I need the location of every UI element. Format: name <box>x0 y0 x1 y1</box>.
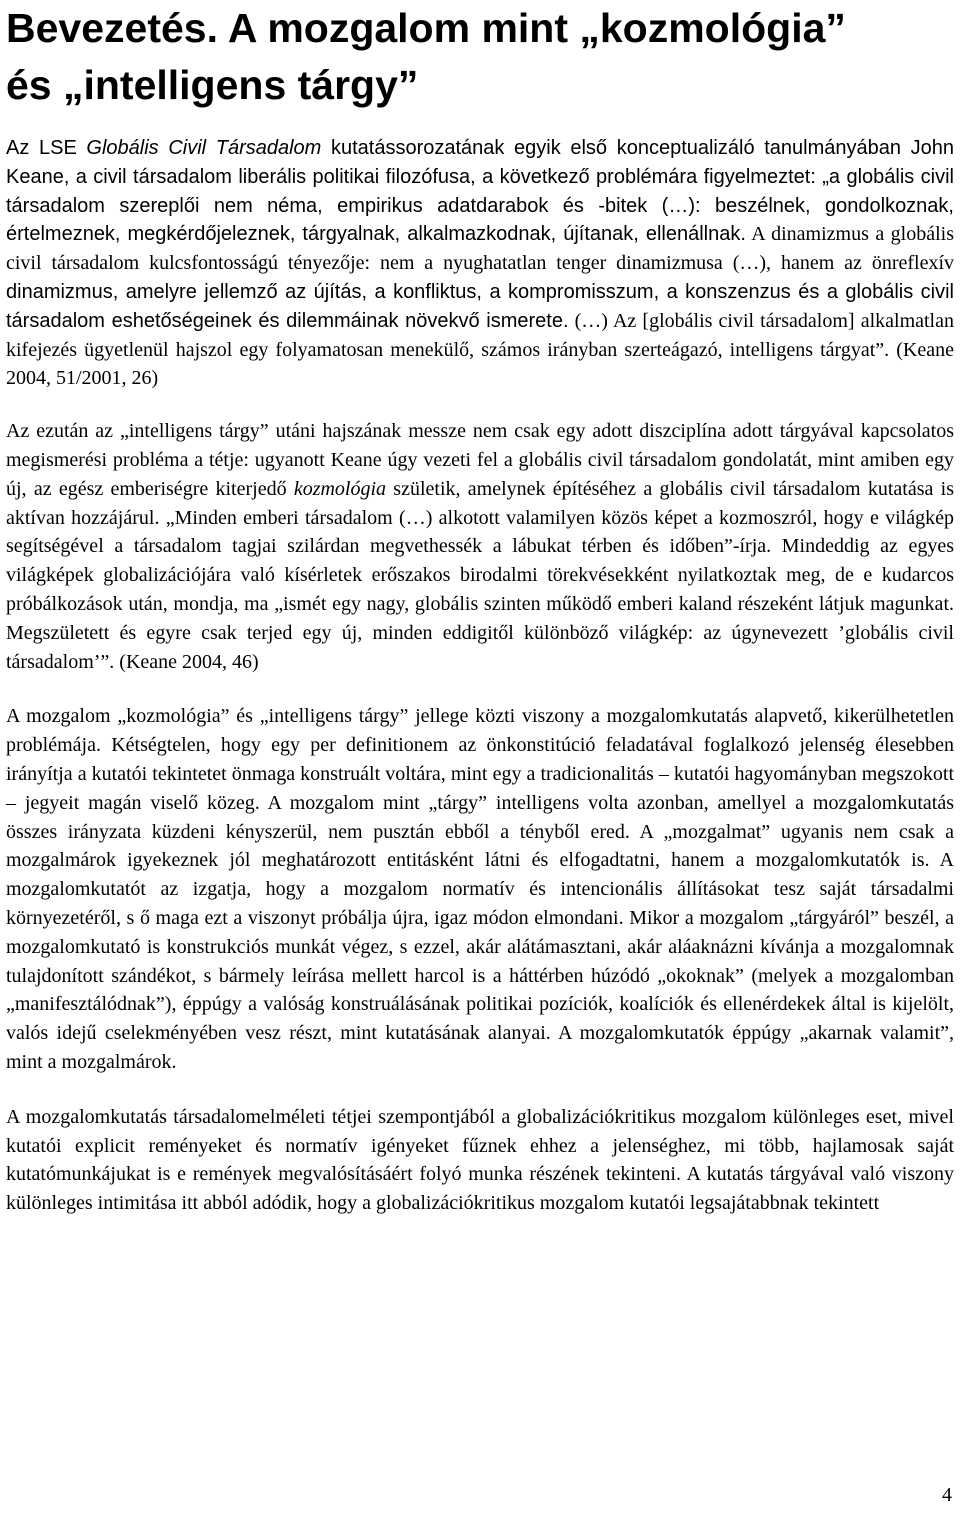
title-line-1: Bevezetés. A mozgalom mint „kozmológia” <box>6 5 846 51</box>
page-title <box>6 0 954 114</box>
paragraph-1-series-title: Globális Civil Társadalom <box>86 137 322 159</box>
document-page <box>6 0 954 1218</box>
paragraph-1-quote-after: kutatássorozatának egyik első konceptualizáló tanulmányában John Keane, a civil társadalom liberális politikai filozófusa, a következő problémára figyelmeztet: „a globális civil társadalom szereplői nem néma, empirikus adatdarabok és -bitek (…): beszélnek, gondolkoznak, értelmeznek, megkérdőjeleznek, tárgyalnak, alkalmazkodnak, újítanak, ellenállnak. <box>6 137 954 246</box>
paragraph-4: A mozgalomkutatás társadalomelméleti tétjei szempontjából a globalizációkritikus mozgalom különleges eset, mivel kutatói explicit reményeket és normatív igényeket fűznek ehhez a jelenséghez, mi több, hajlamosak saját kutatómunkájukat is e remények megvalósításáért folyó munka részének tekinteni. A kutatás tárgyával való viszony különleges intimitása itt abból adódik, hogy a globalizációkritikus mozgalom kutatói legsajátabbnak tekintett <box>6 1105 954 1215</box>
paragraph-2-text-after: születik, amelynek építéséhez a globális civil társadalom kutatása is aktívan hozzájárul. „Minden emberi társadalom (…) alkotott valamilyen közös képet a kozmoszról, hogy e világkép segítségével a társadalom tagjai szilárdan megvethessék a lábukat térben és időben”-írja. Mindeddig az egyes világképek globalizációjára való kísérletek erőszakos birodalmi törekvésekként nyilatkoztak meg, de e kudarcos próbálkozások után, mondja, ma „ismét egy nagy, globális szinten működő emberi kaland részeként látjuk magunkat. Megszületett és egyre csak terjed egy új, minden eddigitől különböző világkép: az úgynevezett ’globális civil társadalom’”. (Keane 2004, 46) <box>6 477 954 673</box>
paragraph-2-italic-word: kozmológia <box>293 477 387 500</box>
page-number: 4 <box>942 1484 952 1506</box>
paragraph-1-sans-part-2: dinamizmus, amelyre jellemző az újítás, a konfliktus, a kompromisszum, a konszenzus és a globális civil társadalom eshetőségeinek és dilemmáinak növekvő ismerete. <box>6 280 954 332</box>
paragraph-1-serif-part-2: (…) Az [globális civil társadalom] alkalmatlan kifejezés ügyetlenül hajszol egy folyamatosan menekülő, számos irányban szerteágazó, intelligens tárgyat”. (Keane 2004, 51/2001, 26) <box>6 309 954 390</box>
paragraph-2 <box>6 417 954 676</box>
paragraph-1 <box>6 134 954 393</box>
paragraph-3: A mozgalom „kozmológia” és „intelligens tárgy” jellege közti viszony a mozgalomkutatás alapvető, kikerülhetetlen problémája. Kétségtelen, hogy egy per definitionem az önkonstitúció feladatával foglalkozó jelenség élesebben irányítja a kutatói tekintetet önmaga konstruált voltára, mint egy a tradicionalitás – kutatói hagyományban megszokott – jegyeit magán viselő közeg. A mozgalom mint „tárgy” intelligens volta azonban, amellyel a mozgalomkutatás összes irányzata küzdeni kényszerül, nem pusztán ebből a tényből ered. A „mozgalmat” ugyanis nem csak a mozgalmárok igyekeznek jól meghatározott entitásként látni és elfogadtatni, hanem a mozgalomkutatók is. A mozgalomkutatót az izgatja, hogy a mozgalom normatív és intencionális állításokat tesz saját társadalmi környezetéről, s ő maga ezt a viszonyt próbálja újra, igaz módon elmondani. Mikor a mozgalom „tárgyáról” beszél, a mozgalomkutató is konstrukciós munkát végez, s ezzel, akár alátámasztani, akár aláaknázni kívánja a mozgalomnak tulajdonított szándékot, s bármely leírása mellett harcol is a háttérben húzódó „okoknak” (melyek a mozgalomban „manifesztálódnak”), éppúgy a valóság konstruálásának politikai pozíciók, koalíciók és ellenérdekek által is kijelölt, valós idejű cselekményében vesz részt, mint kutatásának alanyai. A mozgalomkutatók éppúgy „akarnak valamit”, mint a mozgalmárok. <box>6 705 954 1073</box>
paragraph-1-quote-before: Az LSE <box>6 137 87 159</box>
title-line-2: és „intelligens tárgy” <box>6 62 419 108</box>
paragraph-2-text-before: Az ezután az „intelligens tárgy” utáni hajszának messze nem csak egy adott diszciplína adott tárgyával kapcsolatos megismerési probléma a tétje: ugyanott Keane úgy vezeti fel a globális civil társadalom gondolatát, mint amiben egy új, az egész emberiségre kiterjedő <box>6 420 954 500</box>
paragraph-1-serif-part: A dinamizmus a globális civil társadalom kulcsfontosságú tényezője: nem a nyughatatlan tenger dinamizmusa (…), hanem az önreflexív <box>6 223 954 275</box>
